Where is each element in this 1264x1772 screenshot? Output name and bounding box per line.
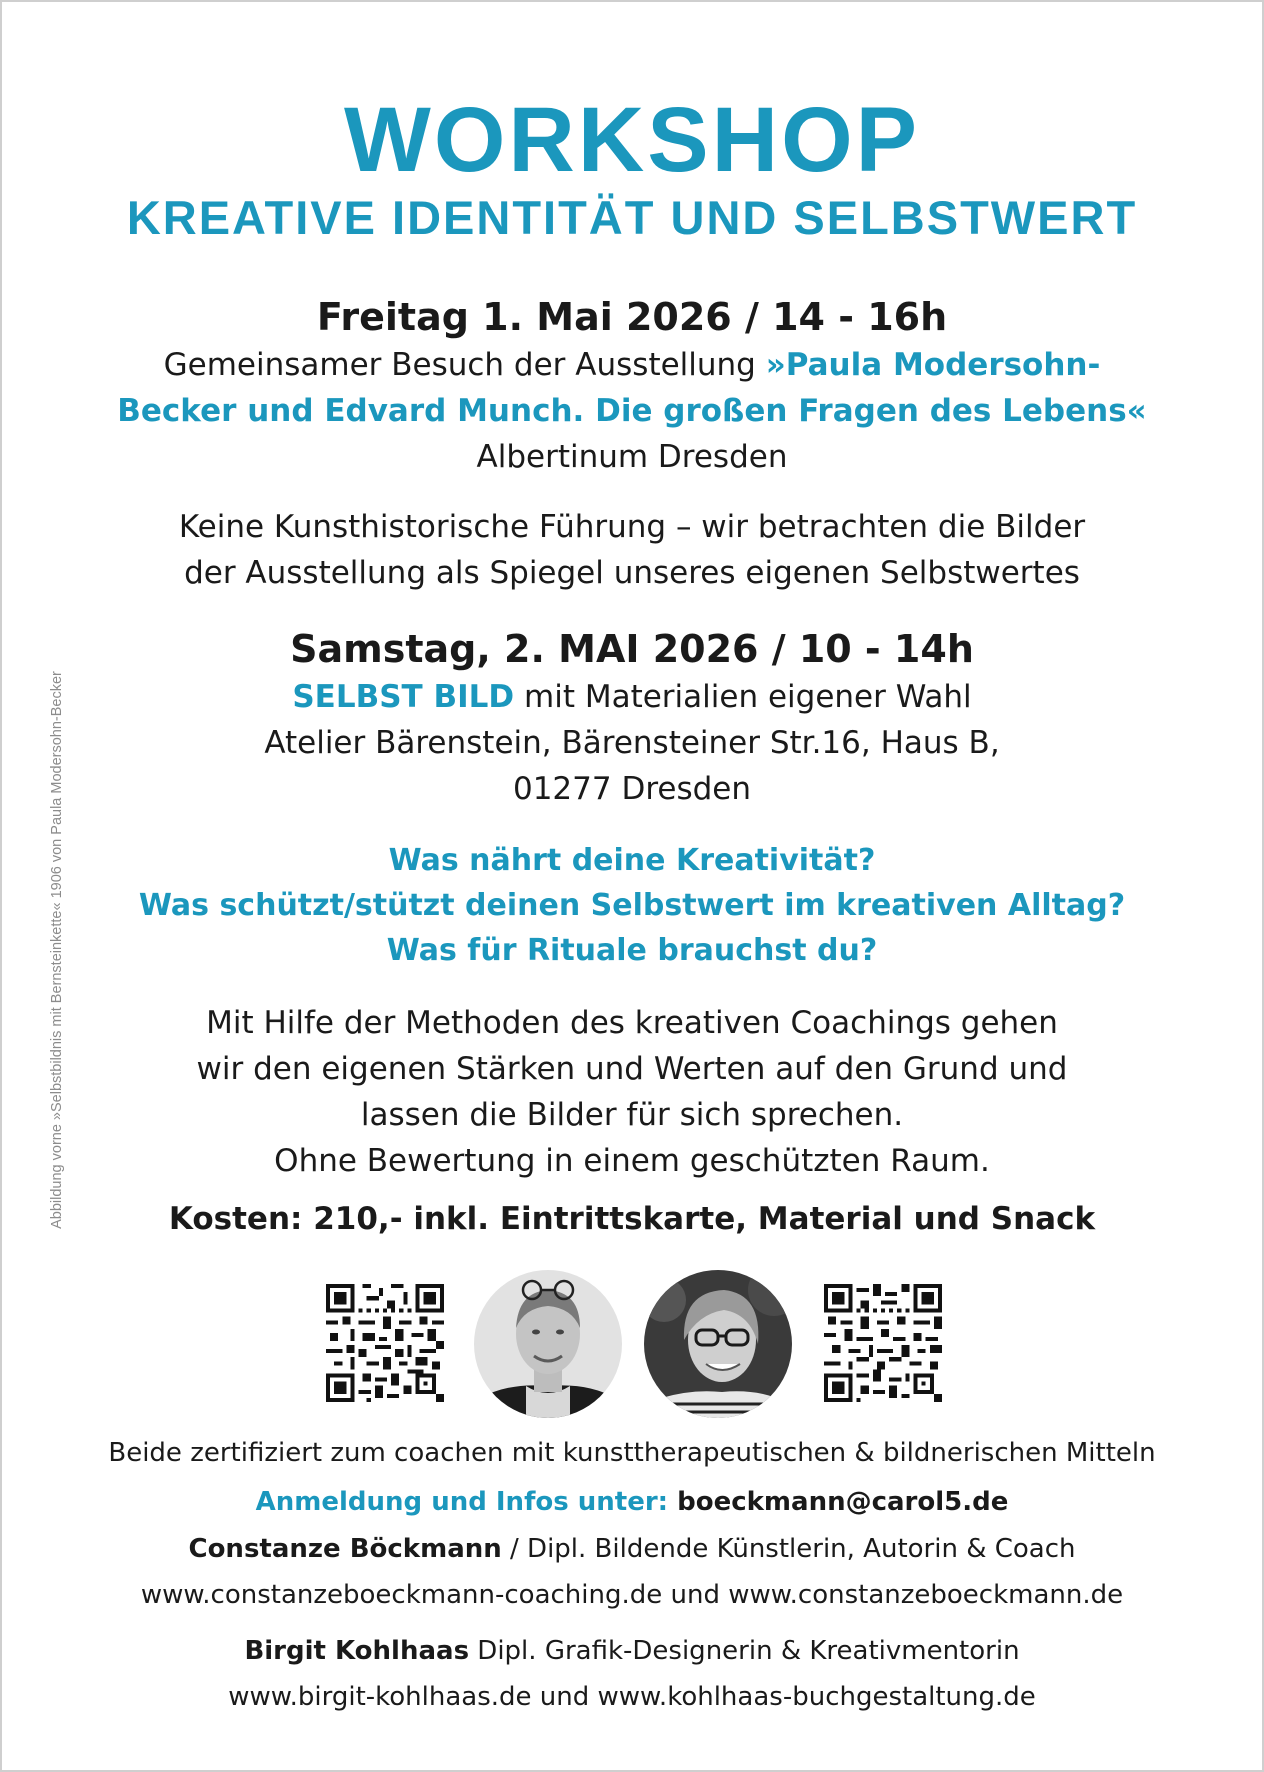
- qr-code-right[interactable]: [824, 1284, 942, 1402]
- qr-code-left[interactable]: [326, 1284, 444, 1402]
- day2-address-line1: Atelier Bärenstein, Bärensteiner Str.16, Haus B,: [264, 725, 1000, 761]
- description-line-4: Ohne Bewertung in einem geschützten Raum.: [274, 1143, 990, 1179]
- day2-address-line2: 01277 Dresden: [512, 771, 752, 807]
- day1-note-line1: Keine Kunsthistorische Führung – wir betrachten die Bilder: [178, 509, 1086, 545]
- portrait-photo-right: [644, 1270, 792, 1418]
- image-credit: Abbildung vorne »Selbstbildnis mit Bernsteinkette« 1906 von Paula Modersohn-Becker: [49, 671, 65, 1229]
- person2-web[interactable]: www.birgit-kohlhaas.de und www.kohlhaas-buchgestaltung.de: [228, 1682, 1036, 1712]
- person1-name: Constanze Böckmann: [188, 1534, 502, 1564]
- question-1: Was nährt deine Kreativität?: [388, 843, 876, 878]
- day2-section: [42, 624, 1222, 812]
- day2-topic: mit Materialien eigener Wahl: [514, 679, 972, 715]
- page-subtitle: KREATIVE IDENTITÄT UND SELBSTWERT: [126, 191, 1138, 244]
- person2-section: [42, 1628, 1222, 1720]
- description-line-3: lassen die Bilder für sich sprechen.: [360, 1097, 904, 1133]
- day1-note-line2: der Ausstellung als Spiegel unseres eigenen Selbstwertes: [184, 555, 1080, 591]
- day1-section: [42, 292, 1222, 480]
- description-line-2: wir den eigenen Stärken und Werten auf den Grund und: [196, 1051, 1068, 1087]
- day1-date: Freitag 1. Mai 2026 / 14 - 16h: [316, 295, 948, 339]
- description-line-1: Mit Hilfe der Methoden des kreativen Coachings gehen: [206, 1005, 1058, 1041]
- person1-role: / Dipl. Bildende Künstlerin, Autorin & Coach: [501, 1534, 1076, 1564]
- exhibition-title-part1: »Paula Modersohn-: [765, 347, 1101, 383]
- question-2: Was schützt/stützt deinen Selbstwert im kreativen Alltag?: [138, 888, 1126, 923]
- question-3: Was für Rituale brauchst du?: [386, 933, 878, 968]
- person2-role: Dipl. Grafik-Designerin & Kreativmentorin: [469, 1636, 1020, 1666]
- day2-highlight: SELBST BILD: [292, 679, 515, 715]
- portrait-photo-left: [474, 1270, 622, 1418]
- day2-topic-line: [42, 674, 1222, 720]
- person2-name: Birgit Kohlhaas: [244, 1636, 470, 1666]
- registration-label: Anmeldung und Infos unter:: [255, 1487, 678, 1517]
- certification-section: [22, 1430, 1242, 1476]
- questions: [42, 838, 1222, 973]
- registration-email[interactable]: boeckmann@carol5.de: [677, 1487, 1009, 1517]
- day1-venue: Albertinum Dresden: [476, 439, 788, 475]
- person1-web[interactable]: www.constanzeboeckmann-coaching.de und www.constanzeboeckmann.de: [140, 1580, 1124, 1610]
- certification: Beide zertifiziert zum coachen mit kunsttherapeutischen & bildnerischen Mitteln: [108, 1438, 1156, 1468]
- registration-line: [42, 1479, 1222, 1525]
- cost-section: [42, 1196, 1222, 1242]
- page-title: WORKSHOP: [344, 89, 920, 191]
- day2-date: Samstag, 2. MAI 2026 / 10 - 14h: [290, 627, 974, 671]
- exhibition-title-part2: Becker und Edvard Munch. Die großen Fragen des Lebens«: [117, 393, 1147, 429]
- day1-intro-line: [42, 342, 1222, 388]
- description: [42, 1000, 1222, 1184]
- day1-intro: Gemeinsamer Besuch der Ausstellung: [163, 347, 766, 383]
- day1-note: [42, 504, 1222, 596]
- person1-section: [42, 1526, 1222, 1618]
- cost: Kosten: 210,- inkl. Eintrittskarte, Material und Snack: [168, 1201, 1096, 1237]
